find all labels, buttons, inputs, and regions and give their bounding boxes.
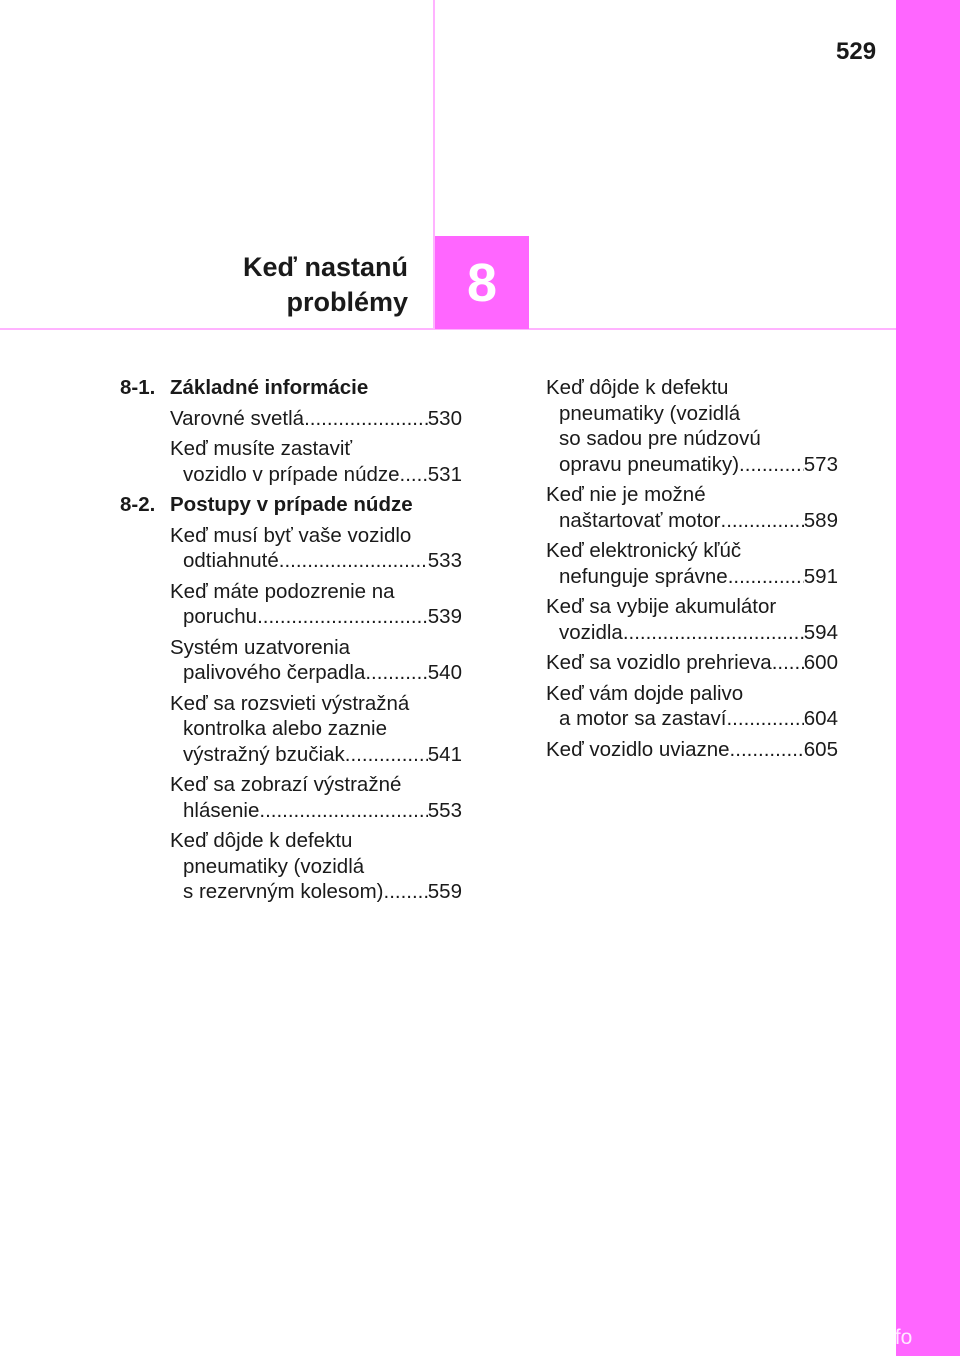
- toc-entry-line: [170, 742, 462, 768]
- toc-entry[interactable]: [170, 436, 462, 487]
- toc-leader-dots: [259, 798, 427, 824]
- toc-entry-line: [546, 508, 838, 534]
- toc-page-number: 540: [427, 661, 462, 684]
- toc-entry-text: palivového čerpadla: [183, 661, 366, 684]
- toc-entry-text: odtiahnuté: [183, 549, 279, 572]
- toc-entry-text: výstražný bzučiak: [183, 742, 345, 766]
- toc-entry-line: [546, 620, 838, 646]
- toc-entry-line: pneumatiky (vozidlá: [183, 854, 365, 878]
- toc-entry-line: Keď musí byť vaše vozidlo: [170, 523, 412, 547]
- toc-page-number: 600: [803, 651, 838, 674]
- toc-entry-text: Keď vozidlo uviazne: [546, 737, 730, 761]
- toc-entry[interactable]: [546, 681, 838, 732]
- toc-left-column: [120, 375, 462, 910]
- toc-leader-dots: [384, 879, 428, 905]
- toc-entry-line: Keď nie je možné: [546, 483, 706, 506]
- page-number: 529: [836, 38, 877, 65]
- toc-leader-dots: [257, 604, 428, 630]
- toc-page-number: 604: [803, 707, 838, 730]
- toc-entry[interactable]: [170, 828, 462, 905]
- toc-entry-line: [170, 548, 462, 574]
- toc-section-number: 8-1.: [120, 376, 156, 399]
- chapter-title-line-2: problémy: [286, 287, 408, 317]
- toc-page-number: 539: [427, 605, 462, 628]
- toc-entry-line: [170, 462, 462, 488]
- toc-leader-dots: [730, 737, 804, 763]
- toc-entry-text: opravu pneumatiky): [559, 452, 740, 476]
- toc-entry[interactable]: [170, 406, 462, 432]
- toc-entry-line: [170, 406, 462, 432]
- toc-entry-text: Keď sa vozidlo prehrieva: [546, 651, 772, 674]
- toc-entry[interactable]: [170, 523, 462, 574]
- toc-leader-dots: [772, 650, 804, 676]
- toc-entry-line: Keď dôjde k defektu: [170, 829, 353, 852]
- toc-entry[interactable]: [170, 579, 462, 630]
- toc-entry[interactable]: [546, 594, 838, 645]
- toc-entry-text: nefunguje správne: [559, 564, 728, 588]
- toc-entry-line: Keď vám dojde palivo: [546, 681, 744, 705]
- toc-leader-dots: [400, 462, 428, 488]
- toc-entry-line: Keď sa vybije akumulátor: [546, 595, 777, 618]
- toc-page-number: 573: [803, 452, 838, 476]
- toc-entry-text: Varovné svetlá: [170, 406, 305, 430]
- toc-entry[interactable]: [170, 691, 462, 768]
- toc-page-number: 559: [427, 880, 462, 903]
- toc-page-number: 541: [427, 742, 462, 766]
- toc-entry-text: s rezervným kolesom): [183, 880, 384, 903]
- toc-section-heading: [120, 492, 462, 518]
- toc-leader-dots: [739, 452, 804, 478]
- toc-page-number: 605: [803, 737, 838, 761]
- toc-leader-dots: [304, 406, 428, 432]
- toc-entry-line: [546, 564, 838, 590]
- toc-right-column: [546, 375, 838, 767]
- chapter-side-tab: [896, 0, 960, 1356]
- toc-entry[interactable]: [546, 538, 838, 589]
- toc-entry-line: Keď máte podozrenie na: [170, 579, 395, 603]
- toc-entry[interactable]: [170, 635, 462, 686]
- toc-entry-line: [170, 660, 462, 686]
- toc-entry-line: Keď elektronický kľúč: [546, 539, 742, 562]
- toc-entry-line: [546, 452, 838, 478]
- toc-entry-line: Systém uzatvorenia: [170, 635, 351, 659]
- toc-entry-line: [170, 798, 462, 824]
- toc-entry[interactable]: [170, 772, 462, 823]
- toc-section-number: 8-2.: [120, 493, 156, 516]
- toc-page-number: 530: [427, 406, 462, 430]
- toc-entry-line: [546, 737, 838, 763]
- toc-entry-line: kontrolka alebo zaznie: [183, 717, 387, 740]
- toc-entry-line: [546, 706, 838, 732]
- toc-section-heading: [120, 375, 462, 401]
- toc-entry-line: pneumatiky (vozidlá: [559, 401, 741, 425]
- toc-entry-line: [170, 879, 462, 905]
- toc-entry-line: so sadou pre núdzovú: [559, 427, 761, 450]
- toc-entry-line: Keď sa zobrazí výstražné: [170, 773, 402, 796]
- toc-leader-dots: [726, 706, 803, 732]
- chapter-title-line-1: Keď nastanú: [243, 252, 408, 282]
- toc-leader-dots: [345, 742, 428, 768]
- toc-entry[interactable]: [546, 650, 838, 676]
- toc-entry-line: Keď musíte zastaviť: [170, 437, 353, 460]
- toc-entry-line: [170, 604, 462, 630]
- toc-page-number: 531: [427, 462, 462, 486]
- toc-page-number: 533: [427, 549, 462, 572]
- toc-entry-text: vozidlo v prípade núdze: [183, 462, 400, 486]
- toc-entry[interactable]: [546, 482, 838, 533]
- toc-entry-text: naštartovať motor: [559, 508, 721, 532]
- toc-entry-text: vozidla: [559, 620, 623, 644]
- toc-section-title: Postupy v prípade núdze: [170, 493, 413, 516]
- watermark: carmanualsonline.info: [708, 1326, 913, 1349]
- toc-page-number: 553: [427, 798, 462, 822]
- toc-section-title: Základné informácie: [170, 376, 369, 399]
- toc-page-number: 589: [803, 508, 838, 532]
- toc-page-number: 594: [803, 620, 838, 644]
- toc-entry-line: Keď sa rozsvieti výstražná: [170, 691, 410, 715]
- toc-entry[interactable]: [546, 375, 838, 477]
- toc-leader-dots: [728, 564, 804, 590]
- chapter-title: [243, 250, 408, 320]
- toc-entry-line: [546, 650, 838, 676]
- toc-leader-dots: [623, 620, 804, 646]
- toc-entry-text: poruchu: [183, 605, 258, 628]
- toc-entry-text: a motor sa zastaví: [559, 707, 727, 730]
- toc-entry-text: hlásenie: [183, 798, 260, 822]
- toc-entry[interactable]: [546, 737, 838, 763]
- chapter-number-box: 8: [435, 236, 529, 329]
- toc-entry-line: Keď dôjde k defektu: [546, 376, 729, 399]
- toc-leader-dots: [721, 508, 804, 534]
- toc-leader-dots: [365, 660, 427, 686]
- toc-leader-dots: [279, 548, 428, 574]
- toc-page-number: 591: [803, 564, 838, 588]
